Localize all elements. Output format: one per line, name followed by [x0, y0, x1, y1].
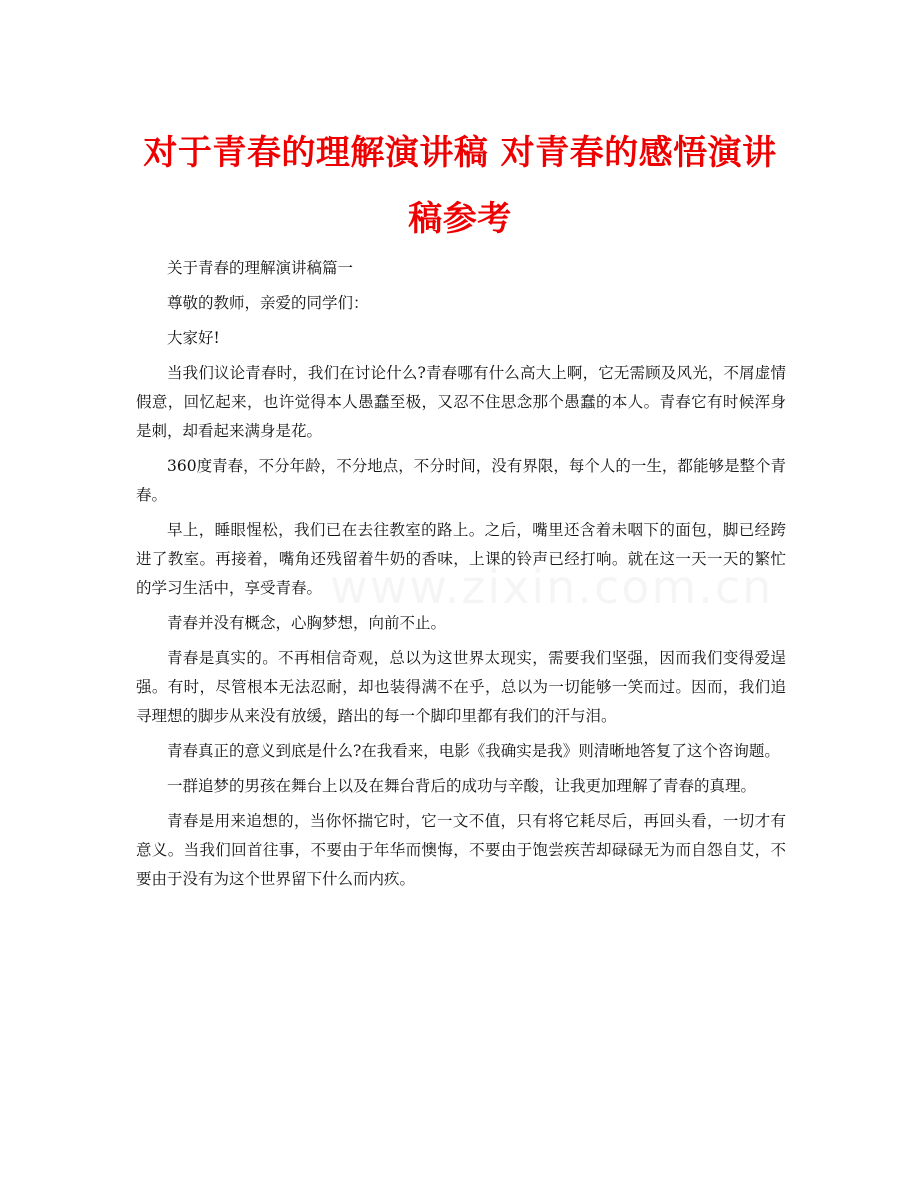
- paragraph: 早上，睡眼惺松，我们已在去往教室的路上。之后，嘴里还含着未咽下的面包，脚已经跨进了教室。再接着，嘴角还残留着牛奶的香味，上课的铃声已经打响。就在这一天一天的繁忙的学习生活中，享受青春。: [136, 521, 786, 597]
- paragraph: 360度青春，不分年龄，不分地点，不分时间，没有界限，每个人的一生，都能够是整个青春。: [136, 457, 786, 504]
- document-title: [120, 120, 800, 252]
- paragraph: 一群追梦的男孩在舞台上以及在舞台背后的成功与辛酸，让我更加理解了青春的真理。: [167, 777, 757, 795]
- paragraph: 当我们议论青春时，我们在讨论什么?青春哪有什么高大上啊，它无需顾及风光，不屑虚情假意，回忆起来，也许觉得本人愚蠢至极，又忍不住思念那个愚蠢的本人。青春它有时候浑身是刺，却看起来满身是花。: [136, 364, 786, 440]
- paragraph-salutation: 尊敬的教师，亲爱的同学们：: [167, 294, 369, 312]
- paragraph-heading: 关于青春的理解演讲稿篇一: [167, 259, 354, 277]
- paragraph: 青春真正的意义到底是什么?在我看来，电影《我确实是我》则清晰地答复了这个咨询题。: [167, 742, 780, 760]
- paragraph: 青春是用来追想的，当你怀揣它时，它一文不值，只有将它耗尽后，再回头看，一切才有意义。当我们回首往事，不要由于年华而懊悔，不要由于饱尝疾苦却碌碌无为而自怨自艾，不要由于没有为这个世界留下什么而内疚。: [136, 812, 786, 888]
- paragraph: 青春是真实的。不再相信奇观，总以为这世界太现实，需要我们坚强，因而我们变得爱逞强。有时，尽管根本无法忍耐，却也装得满不在乎，总以为一切能够一笑而过。因而，我们追寻理想的脚步从来没有放缓，踏出的每一个脚印里都有我们的汗与泪。: [136, 649, 786, 725]
- paragraph-greeting: 大家好!: [167, 329, 220, 347]
- paragraph: 青春并没有概念，心胸梦想，向前不止。: [167, 614, 447, 632]
- title-line-1: 对于青春的理解演讲稿 对青春的感悟演讲: [143, 133, 777, 173]
- title-line-2: 稿参考: [408, 199, 512, 239]
- document-body: [136, 254, 786, 900]
